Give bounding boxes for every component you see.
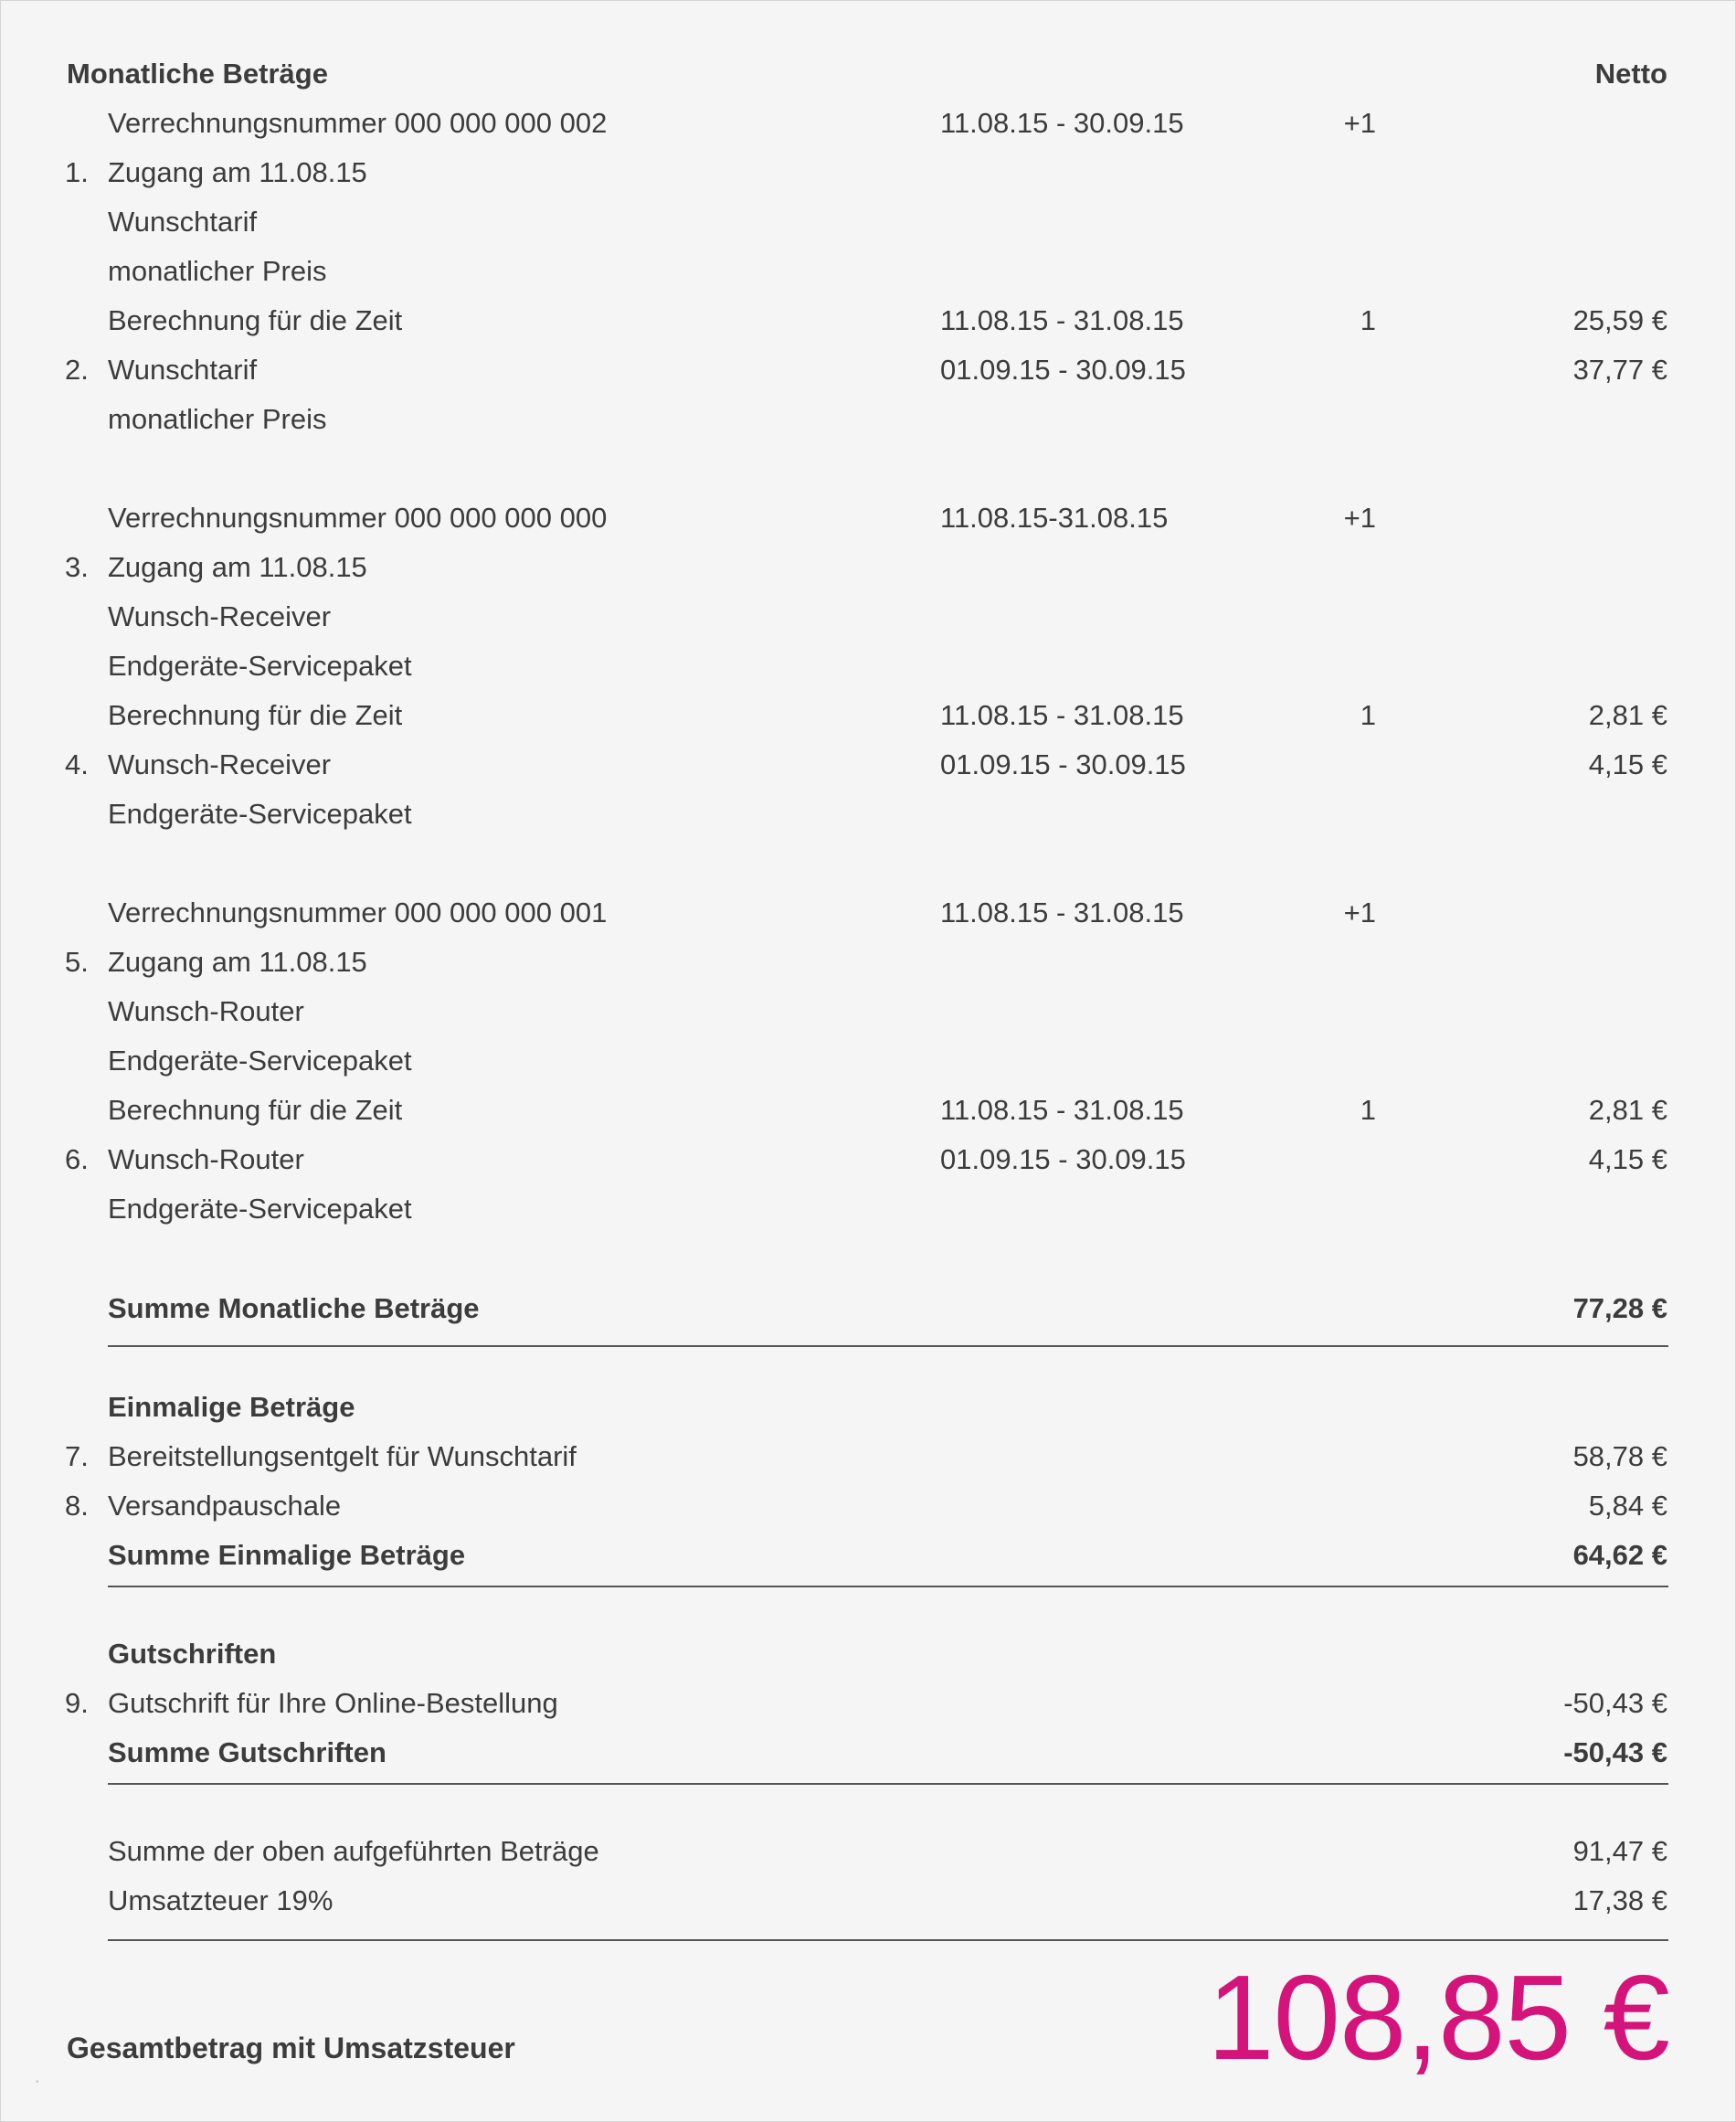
divider: [108, 1345, 1668, 1347]
line-item: [1, 741, 1736, 789]
sum-one-time-row: [1, 1532, 1736, 1579]
item-number: 2.: [65, 354, 89, 386]
period: 11.08.15 - 31.08.15: [940, 897, 1184, 928]
period: 01.09.15 - 30.09.15: [940, 354, 1186, 386]
line-item: [1, 790, 1736, 838]
item-description: Wunschtarif: [108, 354, 258, 386]
line-item: [1, 544, 1736, 591]
period: 11.08.15 - 30.09.15: [940, 107, 1184, 139]
vat-label: Umsatzteuer 19%: [108, 1884, 333, 1916]
item-description: Bereitstellungsentgelt für Wunschtarif: [108, 1440, 577, 1472]
section-header-monthly: [1, 50, 1736, 98]
quantity: 1: [1360, 699, 1376, 731]
item-description: Berechnung für die Zeit: [108, 699, 403, 731]
line-item: [1, 939, 1736, 986]
vat-row: [1, 1877, 1736, 1925]
period: 11.08.15-31.08.15: [940, 502, 1169, 534]
sum-monthly-row: [1, 1285, 1736, 1332]
item-description: Endgeräte-Servicepaket: [108, 798, 412, 830]
quantity: +1: [1343, 897, 1376, 928]
account-label: Verrechnungsnummer 000 000 000 001: [108, 897, 608, 928]
line-item: [1, 1136, 1736, 1183]
quantity: 1: [1360, 304, 1376, 336]
item-description: Endgeräte-Servicepaket: [108, 1045, 412, 1077]
item-description: monatlicher Preis: [108, 255, 327, 287]
amount: 37,77 €: [1572, 354, 1667, 386]
sum-amount: -50,43 €: [1563, 1736, 1667, 1768]
subtotal-row: [1, 1828, 1736, 1875]
item-number: 7.: [65, 1440, 89, 1472]
divider: [108, 1783, 1668, 1785]
account-row: [1, 889, 1736, 937]
line-item: [1, 593, 1736, 641]
sum-amount: 64,62 €: [1572, 1539, 1667, 1571]
item-description: Endgeräte-Servicepaket: [108, 650, 412, 682]
line-item: [1, 297, 1736, 345]
netto-column-header: Netto: [1594, 58, 1667, 90]
item-description: Zugang am 11.08.15: [108, 946, 367, 978]
sum-label: Summe Gutschriften: [108, 1736, 386, 1768]
item-description: Wunschtarif: [108, 206, 258, 238]
item-description: monatlicher Preis: [108, 403, 327, 435]
item-number: 3.: [65, 551, 89, 583]
grand-total-amount: 108,85 €: [1207, 1950, 1669, 2085]
item-description: Berechnung für die Zeit: [108, 1094, 403, 1126]
item-description: Endgeräte-Servicepaket: [108, 1193, 412, 1225]
section-header-credits: [1, 1630, 1736, 1678]
item-description: Zugang am 11.08.15: [108, 551, 367, 583]
item-description: Berechnung für die Zeit: [108, 304, 403, 336]
account-label: Verrechnungsnummer 000 000 000 002: [108, 107, 608, 139]
sum-amount: 77,28 €: [1572, 1292, 1667, 1324]
period: 11.08.15 - 31.08.15: [940, 1094, 1184, 1126]
item-description: Wunsch-Router: [108, 995, 304, 1027]
vat-amount: 17,38 €: [1572, 1884, 1667, 1916]
section-title: Gutschriften: [108, 1638, 277, 1670]
line-item: [1, 198, 1736, 246]
amount: 58,78 €: [1572, 1440, 1667, 1472]
amount: -50,43 €: [1563, 1687, 1667, 1719]
item-number: 9.: [65, 1687, 89, 1719]
line-item: [1, 1185, 1736, 1233]
section-title: Monatliche Beträge: [67, 58, 328, 90]
item-number: 5.: [65, 946, 89, 978]
amount: 2,81 €: [1588, 699, 1667, 731]
line-item: [1, 642, 1736, 690]
item-description: Gutschrift für Ihre Online-Bestellung: [108, 1687, 558, 1719]
item-description: Zugang am 11.08.15: [108, 156, 367, 188]
sum-credits-row: [1, 1729, 1736, 1777]
period: 01.09.15 - 30.09.15: [940, 1143, 1186, 1175]
divider: [108, 1586, 1668, 1587]
line-item: [1, 149, 1736, 196]
line-item: [1, 346, 1736, 394]
account-label: Verrechnungsnummer 000 000 000 000: [108, 502, 608, 534]
line-item: [1, 1037, 1736, 1085]
subtotal-label: Summe der oben aufgeführten Beträge: [108, 1835, 599, 1867]
item-description: Wunsch-Receiver: [108, 748, 332, 780]
period: 11.08.15 - 31.08.15: [940, 304, 1184, 336]
item-number: 6.: [65, 1143, 89, 1175]
account-row: [1, 100, 1736, 147]
item-number: 4.: [65, 748, 89, 780]
item-number: 8.: [65, 1490, 89, 1522]
line-item: [1, 1482, 1736, 1530]
amount: 2,81 €: [1588, 1094, 1667, 1126]
subtotal-amount: 91,47 €: [1572, 1835, 1667, 1867]
line-item: [1, 248, 1736, 295]
section-title: Einmalige Beträge: [108, 1391, 355, 1423]
grand-total-label: Gesamtbetrag mit Umsatzsteuer: [67, 2032, 515, 2064]
line-item: [1, 1087, 1736, 1134]
line-item: [1, 1680, 1736, 1727]
item-description: Wunsch-Receiver: [108, 600, 332, 632]
amount: 5,84 €: [1588, 1490, 1667, 1522]
amount: 4,15 €: [1588, 748, 1667, 780]
quantity: +1: [1343, 107, 1376, 139]
period: 01.09.15 - 30.09.15: [940, 748, 1186, 780]
period: 11.08.15 - 31.08.15: [940, 699, 1184, 731]
line-item: [1, 396, 1736, 443]
sum-label: Summe Monatliche Beträge: [108, 1292, 480, 1324]
section-header-one-time: [1, 1384, 1736, 1431]
sum-label: Summe Einmalige Beträge: [108, 1539, 466, 1571]
divider: [108, 1939, 1668, 1941]
line-item: [1, 692, 1736, 739]
item-description: Wunsch-Router: [108, 1143, 304, 1175]
item-number: 1.: [65, 156, 89, 188]
line-item: [1, 1433, 1736, 1480]
line-item: [1, 988, 1736, 1035]
quantity: 1: [1360, 1094, 1376, 1126]
amount: 4,15 €: [1588, 1143, 1667, 1175]
account-row: [1, 494, 1736, 542]
amount: 25,59 €: [1572, 304, 1667, 336]
quantity: +1: [1343, 502, 1376, 534]
item-description: Versandpauschale: [108, 1490, 342, 1522]
watermark: •: [36, 2077, 39, 2087]
